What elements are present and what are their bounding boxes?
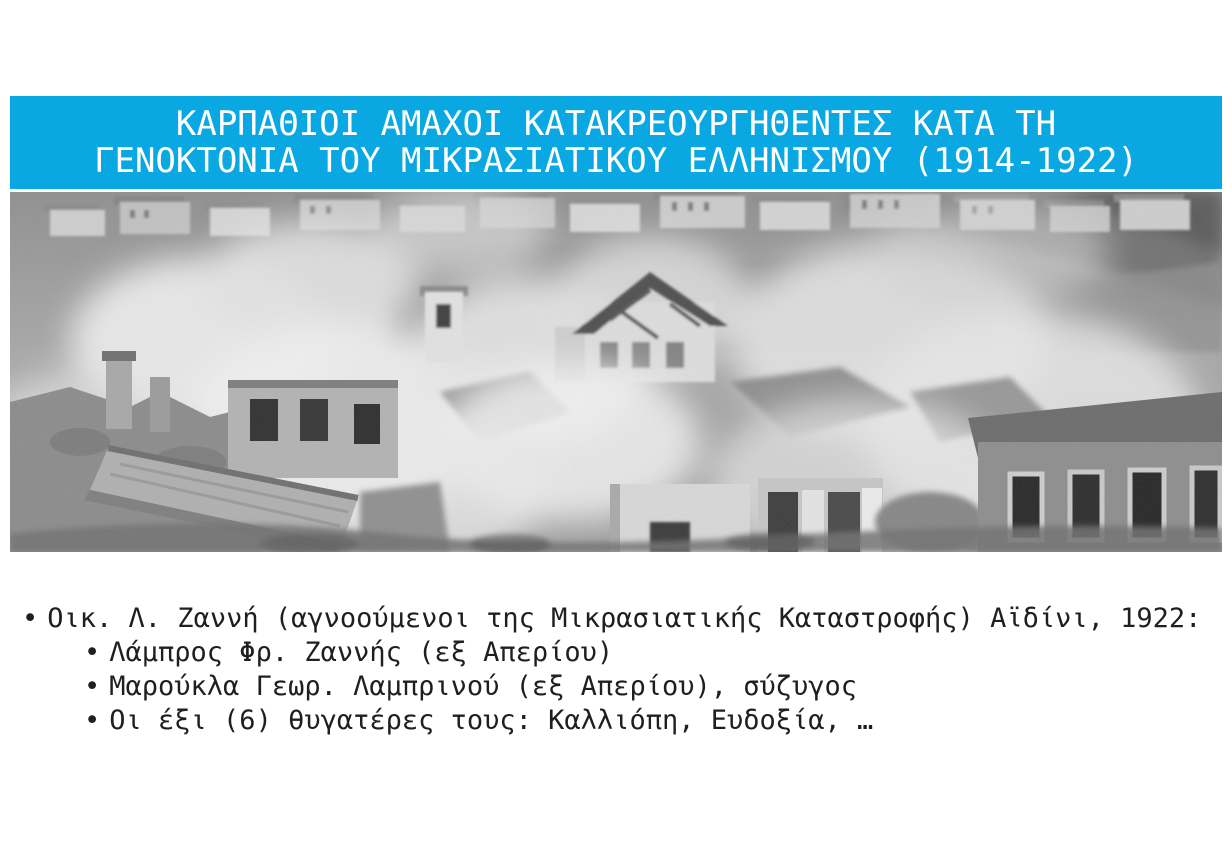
bullet-marker: • — [84, 705, 101, 736]
bullet-text: Μαρούκλα Γεωρ. Λαμπρινού (εξ Απερίου), σύζυγος — [109, 671, 858, 702]
bullet-marker: • — [84, 671, 101, 702]
bullet-marker: • — [84, 637, 101, 668]
bullet-text: Οικ. Λ. Ζαννή (αγνοούμενοι της Μικρασιατικής Καταστροφής) Αϊδίνι, 1922: — [47, 603, 1202, 634]
ruins-photo — [10, 192, 1222, 552]
bullet-item — [0, 670, 1232, 704]
slide-title-line-2: ΓΕΝΟΚΤΟΝΙΑ ΤΟΥ ΜΙΚΡΑΣΙΑΤΙΚΟΥ ΕΛΛΗΝΙΣΜΟΥ (1914-1922) — [94, 140, 1138, 181]
slide-title-line-1: ΚΑΡΠΑΘΙΟΙ ΑΜΑΧΟΙ ΚΑΤΑΚΡΕΟΥΡΓΗΘΕΝΤΕΣ ΚΑΤΑ ΤΗ — [175, 103, 1057, 144]
bullet-item — [0, 636, 1232, 670]
bullet-item — [0, 704, 1232, 738]
title-banner — [10, 96, 1222, 189]
bullet-text: Λάμπρος Φρ. Ζαννής (εξ Απερίου) — [109, 637, 614, 668]
ruins-photo-illustration — [10, 192, 1222, 552]
bullet-marker: • — [22, 603, 39, 634]
bullet-list — [0, 602, 1232, 738]
bullet-item — [0, 602, 1232, 636]
bullet-text: Οι έξι (6) θυγατέρες τους: Καλλιόπη, Ευδοξία, … — [109, 705, 874, 736]
